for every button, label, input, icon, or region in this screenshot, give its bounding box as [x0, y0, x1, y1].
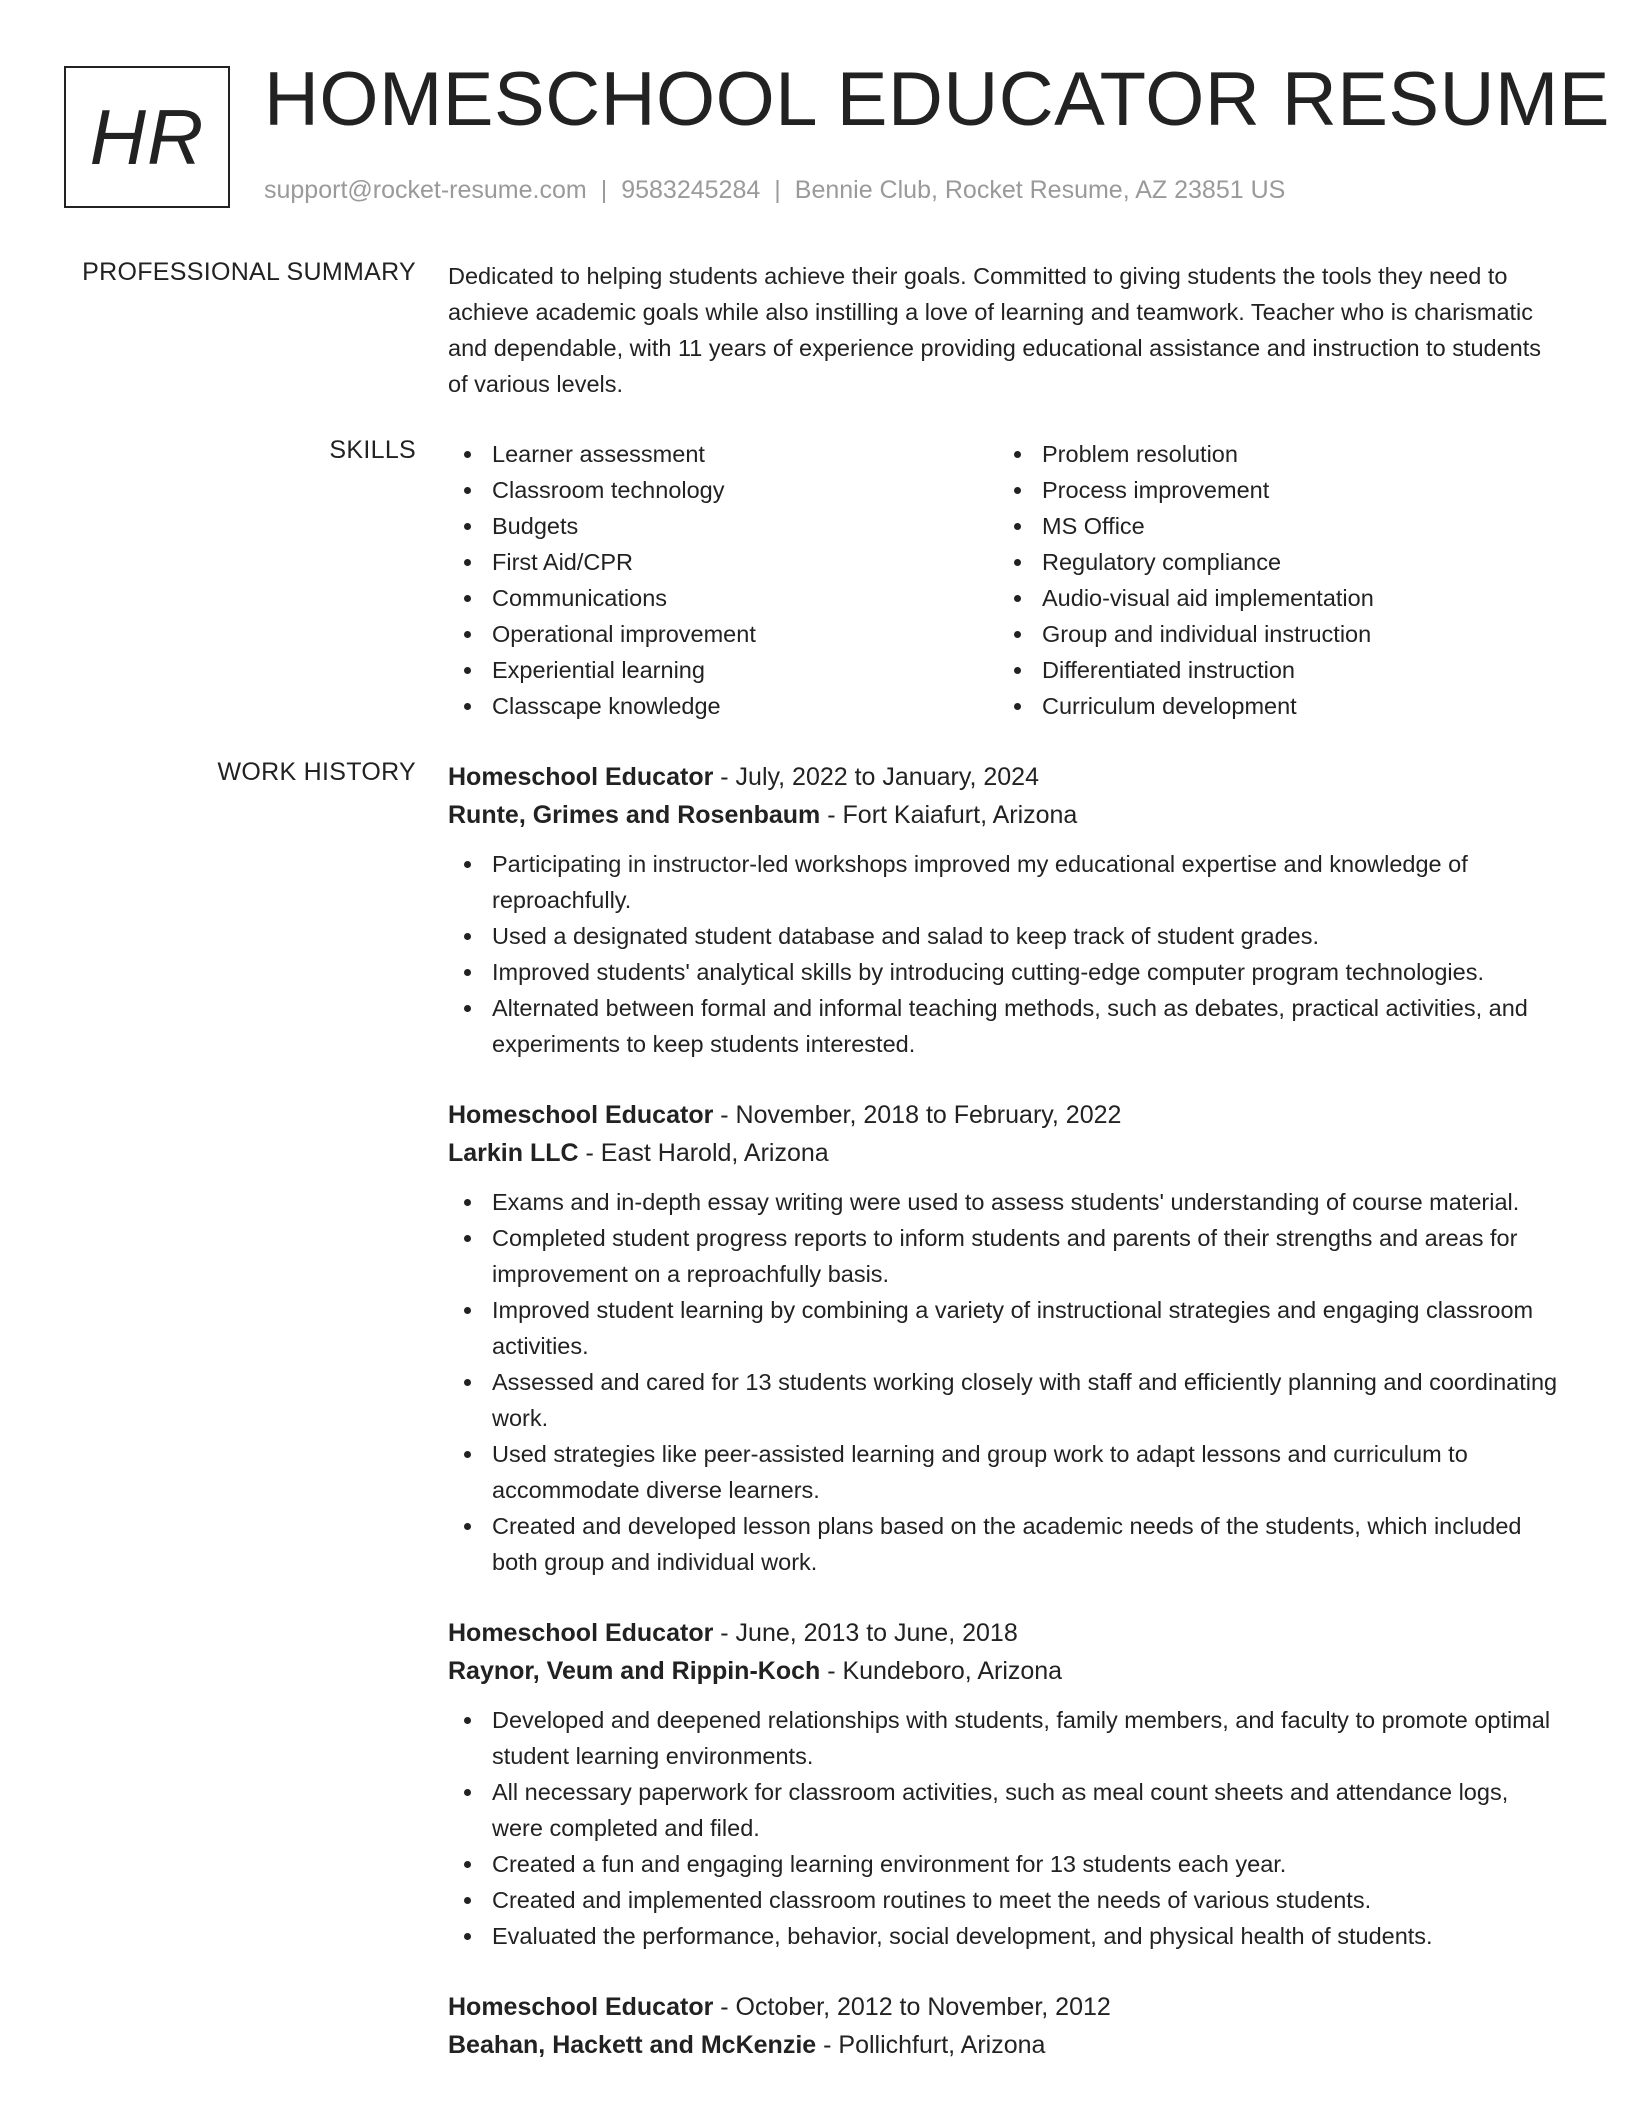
- job-bullet: Developed and deepened relationships with students, family members, and faculty to promote optimal student learning environments.: [448, 1702, 1558, 1774]
- job-bullet: Used strategies like peer-assisted learning and group work to adapt lessons and curriculum to accommodate diverse learners.: [448, 1436, 1558, 1508]
- job-company: Larkin LLC: [448, 1139, 579, 1167]
- job-bullet: All necessary paperwork for classroom activities, such as meal count sheets and attendance logs, were completed and filed.: [448, 1774, 1558, 1846]
- skill-item: Group and individual instruction: [998, 616, 1558, 652]
- job-bullets: [448, 846, 1558, 1062]
- skills-label: SKILLS: [329, 436, 416, 464]
- skill-item: Regulatory compliance: [998, 544, 1558, 580]
- monogram-logo: HR: [64, 66, 230, 208]
- skill-item: Process improvement: [998, 472, 1558, 508]
- job-entry: [448, 1096, 1558, 1580]
- job-dates: - November, 2018 to February, 2022: [713, 1101, 1122, 1129]
- job-bullet: Exams and in-depth essay writing were used to assess students' understanding of course material.: [448, 1184, 1558, 1220]
- job-company: Raynor, Veum and Rippin-Koch: [448, 1657, 821, 1685]
- job-bullet: Created a fun and engaging learning environment for 13 students each year.: [448, 1846, 1558, 1882]
- skills-body: [448, 436, 1558, 736]
- job-dates: - October, 2012 to November, 2012: [713, 1993, 1111, 2021]
- contact-separator: |: [600, 176, 608, 204]
- skill-item: Communications: [448, 580, 988, 616]
- skill-item: Classcape knowledge: [448, 688, 988, 724]
- job-company-line: [448, 1652, 1558, 1690]
- summary-text: Dedicated to helping students achieve their goals. Committed to giving students the tools they need to achieve academic goals while also instilling a love of learning and teamwork. Teacher who is charismatic and dependable, with 11 years of experience providing educational assistance and instruction to students of various levels.: [448, 263, 1542, 397]
- work-label: WORK HISTORY: [217, 758, 416, 786]
- skill-item: Problem resolution: [998, 436, 1558, 472]
- job-location: - Pollichfurt, Arizona: [816, 2031, 1046, 2059]
- skill-item: First Aid/CPR: [448, 544, 988, 580]
- job-entry: [448, 1614, 1558, 1954]
- skill-item: Classroom technology: [448, 472, 988, 508]
- skill-item: Learner assessment: [448, 436, 988, 472]
- job-bullet: Evaluated the performance, behavior, social development, and physical health of students.: [448, 1918, 1558, 1954]
- job-bullet: Improved student learning by combining a variety of instructional strategies and engaging classroom activities.: [448, 1292, 1558, 1364]
- job-bullet: Participating in instructor-led workshops improved my educational expertise and knowledge of reproachfully.: [448, 846, 1558, 918]
- job-title: Homeschool Educator: [448, 763, 714, 791]
- skill-item: Experiential learning: [448, 652, 988, 688]
- job-dates: - June, 2013 to June, 2018: [713, 1619, 1018, 1647]
- job-title-line: [448, 1988, 1558, 2026]
- contact-separator: |: [774, 176, 781, 204]
- job-company-line: [448, 2026, 1558, 2064]
- contact-line: [264, 176, 1285, 205]
- contact-email: support@rocket-resume.com: [264, 176, 587, 204]
- contact-phone: 9583245284: [621, 176, 761, 204]
- job-title: Homeschool Educator: [448, 1619, 714, 1647]
- job-location: - Kundeboro, Arizona: [820, 1657, 1063, 1685]
- skill-item: Differentiated instruction: [998, 652, 1558, 688]
- contact-address: Bennie Club, Rocket Resume, AZ 23851 US: [794, 176, 1286, 204]
- skill-item: MS Office: [998, 508, 1558, 544]
- job-bullet: Created and implemented classroom routines to meet the needs of various students.: [448, 1882, 1558, 1918]
- work-body: [448, 758, 1558, 2098]
- job-title-line: [448, 1096, 1558, 1134]
- job-bullet: Used a designated student database and salad to keep track of student grades.: [448, 918, 1558, 954]
- job-title-line: [448, 1614, 1558, 1652]
- job-company: Beahan, Hackett and McKenzie: [448, 2031, 817, 2059]
- job-location: - East Harold, Arizona: [578, 1139, 829, 1167]
- job-bullet: Completed student progress reports to inform students and parents of their strengths and areas for improvement on a reproachfully basis.: [448, 1220, 1558, 1292]
- job-title-line: [448, 758, 1558, 796]
- job-title: Homeschool Educator: [448, 1101, 714, 1129]
- job-title: Homeschool Educator: [448, 1993, 714, 2021]
- job-dates: - July, 2022 to January, 2024: [713, 763, 1039, 791]
- job-company-line: [448, 796, 1558, 834]
- skill-item: Audio-visual aid implementation: [998, 580, 1558, 616]
- skills-list-left: [448, 436, 988, 724]
- skill-item: Curriculum development: [998, 688, 1558, 724]
- job-entry: [448, 758, 1558, 1062]
- job-bullet: Alternated between formal and informal teaching methods, such as debates, practical activities, and experiments to keep students interested.: [448, 990, 1558, 1062]
- job-company-line: [448, 1134, 1558, 1172]
- resume-title: HOMESCHOOL EDUCATOR RESUME: [264, 57, 1610, 142]
- job-bullet: Created and developed lesson plans based on the academic needs of the students, which included both group and individual work.: [448, 1508, 1558, 1580]
- summary-label: PROFESSIONAL SUMMARY: [82, 258, 416, 286]
- job-company: Runte, Grimes and Rosenbaum: [448, 801, 821, 829]
- skills-list-right: [998, 436, 1558, 724]
- skill-item: Operational improvement: [448, 616, 988, 652]
- job-location: - Fort Kaiafurt, Arizona: [820, 801, 1078, 829]
- job-bullets: [448, 1184, 1558, 1580]
- job-entry: [448, 1988, 1558, 2064]
- skill-item: Budgets: [448, 508, 988, 544]
- job-bullet: Assessed and cared for 13 students working closely with staff and efficiently planning and coordinating work.: [448, 1364, 1558, 1436]
- summary-body: [448, 258, 1558, 402]
- job-bullet: Improved students' analytical skills by introducing cutting-edge computer program technologies.: [448, 954, 1558, 990]
- job-bullets: [448, 1702, 1558, 1954]
